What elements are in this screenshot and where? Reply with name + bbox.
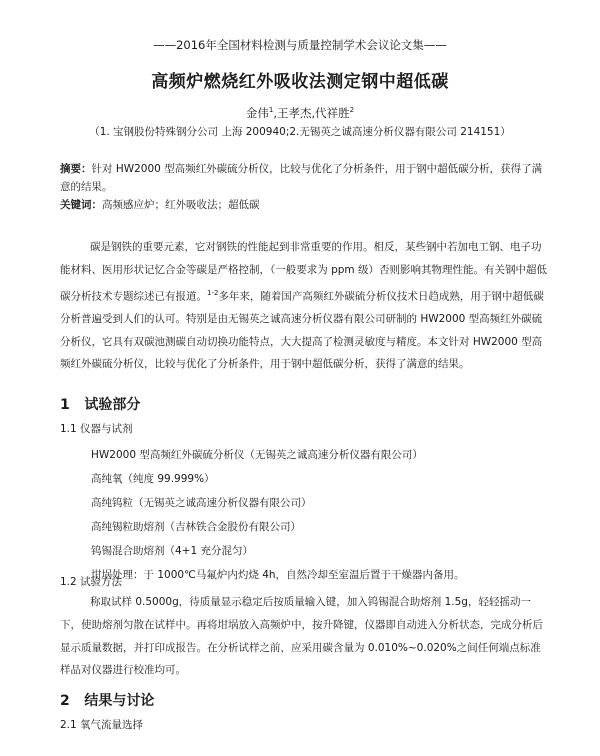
keywords [60,196,545,214]
author-name: 王孝杰 [277,106,312,120]
section-number: 2 [60,693,70,709]
section-heading-1 [60,394,140,414]
abstract-label: 摘要： [60,163,92,175]
reference-marker: 1-2 [207,288,219,297]
subsection-heading-1-1: 1.1 仪器与试剂 [60,423,133,435]
proceedings-header: ——2016年全国材料检测与质量控制学术会议论文集—— [153,38,447,52]
method-paragraph: 称取试样 0.5000g，待质量显示稳定后按质量输入键，加入钨锡混合助熔剂 1.5g，轻轻摇动一下，使助熔剂匀散在试样中。再将坩埚放入高频炉中，按升降键，仪器即自动进入分析状态，完成分析后显示质量数据，并打印成报告。在分析试样之前，应采用碳含量为 0.010%~0.020%之间任何端点标准样品对仪器进行校准均可。 [60,596,543,677]
crucible-treatment: 坩埚处理：于 1000℃马氟炉内灼烧 4h，自然冷却至室温后置于干燥器内备用。 [91,569,465,581]
section-heading-2 [60,690,154,710]
abstract [60,160,545,196]
material-item: 钨锡混合助熔剂（4+1 充分混匀） [91,545,253,557]
section-number: 1 [60,397,70,413]
intro-text-1: 碳是钢铁的重要元素，它对钢铁的性能起到非常重要的作用。相反，某些钢中若加电工钢、电子功能材料、医用形状记忆合金等碳是严格控制，（一般要求为 ppm 级）否则影响其物理性能。有关钢中超低碳分析技术专题综述已有报道。 [60,241,547,303]
subsection-heading-2-1: 2.1 氧气流量选择 [60,719,144,731]
material-item: 高纯氧（纯度 99.999%） [91,473,215,485]
paper-title: 高频炉燃烧红外吸收法测定钢中超低碳 [151,72,449,92]
affiliations: （1. 宝钢股份特殊钢分公司 上海 200940;2.无锡英之诚高速分析仪器有限公司 214151） [89,126,511,138]
section-title: 结果与讨论 [84,693,155,709]
abstract-text: 针对 HW2000 型高频红外碳硫分析仪，比较与优化了分析条件，用于钢中超低碳分析，获得了满意的结果。 [60,163,543,193]
material-item: HW2000 型高频红外碳硫分析仪（无锡英之诚高速分析仪器有限公司） [91,449,423,461]
intro-paragraph [60,236,547,376]
author-name: 金伟 [245,106,269,120]
subsection-heading-1-2: 1.2 试验方法 [60,576,123,588]
keywords-label: 关键词： [60,199,102,211]
author-line: 金伟$^1$,王孝杰,代祥胜$^2$ [245,106,355,120]
keywords-text: 高频感应炉；红外吸收法；超低碳 [102,199,260,211]
section-title: 试验部分 [84,397,141,413]
material-item: 高纯锡粒助熔剂（吉林铁合金股份有限公司） [91,521,301,533]
author-superscript: 2 [349,106,355,115]
intro-text-2: 多年来，随着国产高频红外碳硫分析仪技术日趋成熟，用于钢中超低碳分析普遍受到人们的认可。特别是由无锡英之诚高速分析仪器有限公司研制的 HW2000 型高频红外碳硫分析仪，它具有双碳池测碳自动切换功能特点，大大提高了检测灵敏度与精度。本文针对 HW2000 型高频红外碳硫分析仪，比较与优化了分析条件，用于钢中超低碳分析，获得了满意的结果。 [60,290,544,371]
author-superscript: 1 [268,106,274,115]
material-item: 高纯钨粒（无锡英之诚高速分析仪器有限公司） [91,497,312,509]
author-name: 代祥胜 [315,106,350,120]
